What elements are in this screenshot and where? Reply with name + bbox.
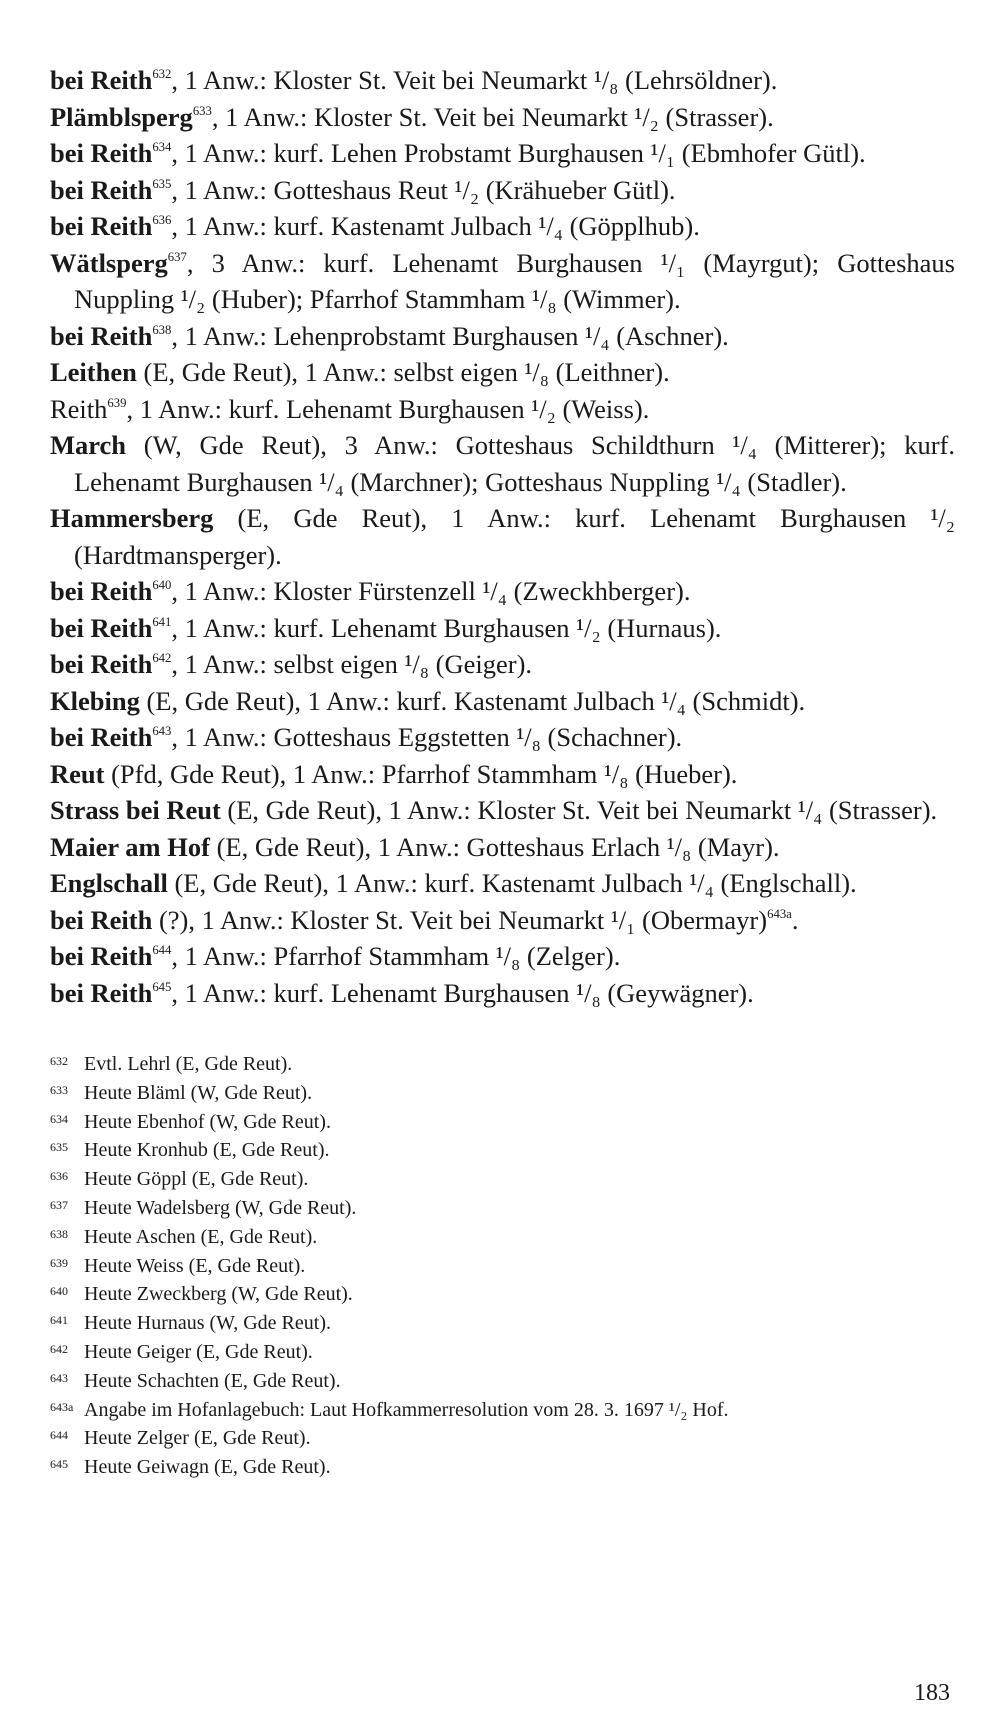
footnote-number: 641 bbox=[50, 1313, 68, 1328]
entry-text: , 1 Anw.: kurf. Lehenamt Burghausen ¹/₈ (Geywägner). bbox=[171, 977, 754, 1008]
entry-item bbox=[50, 354, 955, 391]
footnote-ref: 638 bbox=[152, 322, 172, 337]
footnote-number: 643 bbox=[50, 1370, 68, 1385]
page-number: 183 bbox=[914, 1680, 950, 1706]
entry-place-name: bei Reith bbox=[50, 320, 153, 351]
entry-item bbox=[50, 427, 955, 500]
entry-text: , 1 Anw.: kurf. Kastenamt Julbach ¹/₄ (Göpplhub). bbox=[171, 211, 700, 241]
footnote-number: 645 bbox=[50, 1457, 68, 1472]
footnote-text: Heute Hurnaus (W, Gde Reut). bbox=[84, 1312, 331, 1335]
footnote-item bbox=[50, 1222, 955, 1251]
entry-text: , 1 Anw.: kurf. Lehen Probstamt Burghausen ¹/₁ (Ebmhofer Gütl). bbox=[171, 138, 866, 168]
footnote-item bbox=[50, 1308, 955, 1337]
footnote-text: Heute Zweckberg (W, Gde Reut). bbox=[84, 1283, 353, 1306]
entry-item bbox=[50, 245, 955, 318]
footnote-number: 635 bbox=[50, 1140, 68, 1155]
document-page bbox=[50, 62, 955, 1481]
footnote-text: Heute Kronhub (E, Gde Reut). bbox=[84, 1139, 330, 1162]
entry-text-tail: . bbox=[791, 904, 799, 935]
entry-place-name: bei Reith bbox=[50, 65, 153, 95]
entry-place-name: Leithen bbox=[50, 357, 137, 387]
footnote-ref: 636 bbox=[152, 213, 172, 228]
entry-text: (W, Gde Reut), 3 Anw.: Gotteshaus Schildthurn ¹/₄ (Mitterer); kurf. Lehenamt Burghausen ¹/₄ (Marchner); Gotteshaus Nuppling ¹/₄ (Stadler). bbox=[74, 430, 955, 497]
entry-place-name: bei Reith bbox=[50, 174, 153, 205]
footnote-item bbox=[50, 1423, 955, 1452]
entry-item bbox=[50, 500, 955, 573]
footnote-text: Heute Zelger (E, Gde Reut). bbox=[84, 1427, 311, 1450]
entry-text: , 1 Anw.: kurf. Lehenamt Burghausen ¹/₂ (Hurnaus). bbox=[171, 612, 722, 643]
footnote-text: Heute Göppl (E, Gde Reut). bbox=[84, 1168, 309, 1191]
entry-place-name: Englschall bbox=[50, 868, 168, 898]
footnote-ref: 639 bbox=[107, 395, 127, 410]
footnote-item bbox=[50, 1135, 955, 1164]
entry-text: , 1 Anw.: Kloster St. Veit bei Neumarkt ¹/₈ (Lehrsöldner). bbox=[171, 65, 778, 95]
footnote-item bbox=[50, 1049, 955, 1078]
entry-text: (E, Gde Reut), 1 Anw.: Kloster St. Veit bei Neumarkt ¹/₄ (Strasser). bbox=[220, 795, 938, 825]
footnote-text: Heute Ebenhof (W, Gde Reut). bbox=[84, 1110, 331, 1133]
footnote-number: 644 bbox=[50, 1428, 68, 1443]
footnote-number: 634 bbox=[50, 1111, 68, 1126]
footnote-text: Heute Geiger (E, Gde Reut). bbox=[84, 1340, 313, 1363]
entry-text: (E, Gde Reut), 1 Anw.: kurf. Kastenamt Julbach ¹/₄ (Englschall). bbox=[167, 868, 857, 898]
entry-text: , 1 Anw.: Kloster Fürstenzell ¹/₄ (Zweckhberger). bbox=[171, 576, 691, 606]
entry-item bbox=[50, 208, 955, 245]
footnote-ref: 633 bbox=[192, 103, 212, 118]
entry-text: , 3 Anw.: kurf. Lehenamt Burghausen ¹/₁ (Mayrgut); Gotteshaus Nuppling ¹/₂ (Huber); Pfarrhof Stammham ¹/₈ (Wimmer). bbox=[74, 247, 955, 314]
footnote-item bbox=[50, 1251, 955, 1280]
footnote-number: 633 bbox=[50, 1082, 68, 1097]
entry-text: , 1 Anw.: selbst eigen ¹/₈ (Geiger). bbox=[171, 649, 533, 679]
footnote-item bbox=[50, 1078, 955, 1107]
entry-place-name: Hammersberg bbox=[50, 503, 214, 533]
entry-place-name: Plämblsperg bbox=[50, 101, 193, 132]
footnote-number: 636 bbox=[50, 1169, 68, 1184]
footnote-ref: 643 bbox=[152, 724, 172, 739]
footnote-text: Heute Geiwagn (E, Gde Reut). bbox=[84, 1456, 331, 1479]
entry-place-name: Maier am Hof bbox=[50, 831, 210, 862]
footnote-ref: 645 bbox=[152, 979, 172, 994]
footnote-text: Heute Aschen (E, Gde Reut). bbox=[84, 1225, 318, 1248]
entry-item bbox=[50, 829, 955, 866]
entry-place-name: bei Reith bbox=[50, 649, 153, 679]
footnote-text: Heute Wadelsberg (W, Gde Reut). bbox=[84, 1196, 357, 1219]
entry-item bbox=[50, 756, 955, 793]
entry-place-name: Reut bbox=[50, 758, 105, 789]
entry-text: (E, Gde Reut), 1 Anw.: Gotteshaus Erlach ¹/₈ (Mayr). bbox=[209, 831, 780, 862]
footnote-number: 637 bbox=[50, 1197, 68, 1212]
footnote-item bbox=[50, 1164, 955, 1193]
footnote-item bbox=[50, 1395, 955, 1424]
footnote-ref: 643a bbox=[767, 906, 792, 921]
entry-text: , 1 Anw.: Gotteshaus Reut ¹/₂ (Krähueber Gütl). bbox=[171, 174, 676, 205]
footnote-number: 643a bbox=[50, 1399, 74, 1414]
entry-item bbox=[50, 902, 955, 939]
entry-text: (E, Gde Reut), 1 Anw.: selbst eigen ¹/₈ (Leithner). bbox=[136, 357, 670, 387]
footnote-text: Evtl. Lehrl (E, Gde Reut). bbox=[84, 1053, 293, 1075]
footnote-ref: 637 bbox=[167, 249, 187, 264]
entry-text: , 1 Anw.: kurf. Lehenamt Burghausen ¹/₂ (Weiss). bbox=[126, 393, 650, 424]
entry-text: , 1 Anw.: Gotteshaus Eggstetten ¹/₈ (Schachner). bbox=[171, 722, 683, 752]
footnote-number: 642 bbox=[50, 1341, 68, 1356]
footnote-text: Angabe im Hofanlagebuch: Laut Hofkammerresolution vom 28. 3. 1697 ¹/₂ Hof. bbox=[84, 1398, 729, 1421]
entry-item bbox=[50, 610, 955, 647]
footnote-item bbox=[50, 1279, 955, 1308]
footnote-number: 632 bbox=[50, 1054, 68, 1068]
footnote-item bbox=[50, 1337, 955, 1366]
footnote-text: Heute Weiss (E, Gde Reut). bbox=[84, 1254, 306, 1277]
entry-item bbox=[50, 683, 955, 720]
entry-text: , 1 Anw.: Kloster St. Veit bei Neumarkt ¹/₂ (Strasser). bbox=[211, 101, 774, 132]
footnote-ref: 641 bbox=[152, 614, 172, 629]
entry-place-name: bei Reith bbox=[50, 211, 153, 241]
entry-text: (E, Gde Reut), 1 Anw.: kurf. Kastenamt Julbach ¹/₄ (Schmidt). bbox=[139, 685, 806, 716]
footnote-text: Heute Bläml (W, Gde Reut). bbox=[84, 1081, 313, 1104]
entry-place-name: bei Reith bbox=[50, 722, 153, 752]
entry-item bbox=[50, 135, 955, 172]
entry-item bbox=[50, 975, 955, 1012]
entry-list bbox=[50, 62, 955, 1011]
footnote-ref: 632 bbox=[152, 67, 172, 82]
entry-item bbox=[50, 99, 955, 136]
footnote-ref: 644 bbox=[152, 943, 172, 958]
entry-place-name: Wätlsperg bbox=[50, 247, 168, 278]
entry-place-name-plain: Reith bbox=[50, 393, 108, 424]
footnote-number: 639 bbox=[50, 1255, 68, 1270]
entry-item bbox=[50, 62, 955, 99]
footnote-item bbox=[50, 1366, 955, 1395]
entry-item bbox=[50, 573, 955, 610]
entry-text: , 1 Anw.: Pfarrhof Stammham ¹/₈ (Zelger). bbox=[171, 941, 621, 971]
entry-item bbox=[50, 938, 955, 975]
entry-place-name: bei Reith bbox=[50, 138, 153, 168]
footnote-list bbox=[50, 1049, 955, 1481]
entry-text: (E, Gde Reut), 1 Anw.: kurf. Lehenamt Burghausen ¹/₂ (Hardtmansperger). bbox=[74, 503, 955, 570]
entry-text: (?), 1 Anw.: Kloster St. Veit bei Neumarkt ¹/₁ (Obermayr) bbox=[152, 904, 768, 935]
entry-item bbox=[50, 646, 955, 683]
entry-place-name: bei Reith bbox=[50, 977, 153, 1008]
entry-place-name: Strass bei Reut bbox=[50, 795, 221, 825]
entry-item bbox=[50, 318, 955, 355]
entry-text: (Pfd, Gde Reut), 1 Anw.: Pfarrhof Stammham ¹/₈ (Hueber). bbox=[104, 758, 738, 789]
entry-text: , 1 Anw.: Lehenprobstamt Burghausen ¹/₄ (Aschner). bbox=[171, 320, 729, 351]
footnote-item bbox=[50, 1452, 955, 1481]
entry-place-name: bei Reith bbox=[50, 612, 153, 643]
entry-item bbox=[50, 865, 955, 902]
footnote-ref: 642 bbox=[152, 651, 172, 666]
entry-place-name: bei Reith bbox=[50, 941, 153, 971]
entry-item bbox=[50, 391, 955, 428]
entry-place-name: bei Reith bbox=[50, 904, 153, 935]
entry-place-name: Klebing bbox=[50, 685, 140, 716]
entry-place-name: March bbox=[50, 430, 127, 460]
entry-item bbox=[50, 719, 955, 756]
entry-item bbox=[50, 792, 955, 829]
entry-place-name: bei Reith bbox=[50, 576, 153, 606]
footnote-ref: 634 bbox=[152, 140, 172, 155]
footnote-number: 638 bbox=[50, 1226, 68, 1241]
footnote-text: Heute Schachten (E, Gde Reut). bbox=[84, 1369, 341, 1392]
footnote-item bbox=[50, 1193, 955, 1222]
footnote-ref: 635 bbox=[152, 176, 172, 191]
entry-item bbox=[50, 172, 955, 209]
footnote-ref: 640 bbox=[152, 578, 172, 593]
footnote-number: 640 bbox=[50, 1284, 68, 1299]
footnote-item bbox=[50, 1107, 955, 1136]
